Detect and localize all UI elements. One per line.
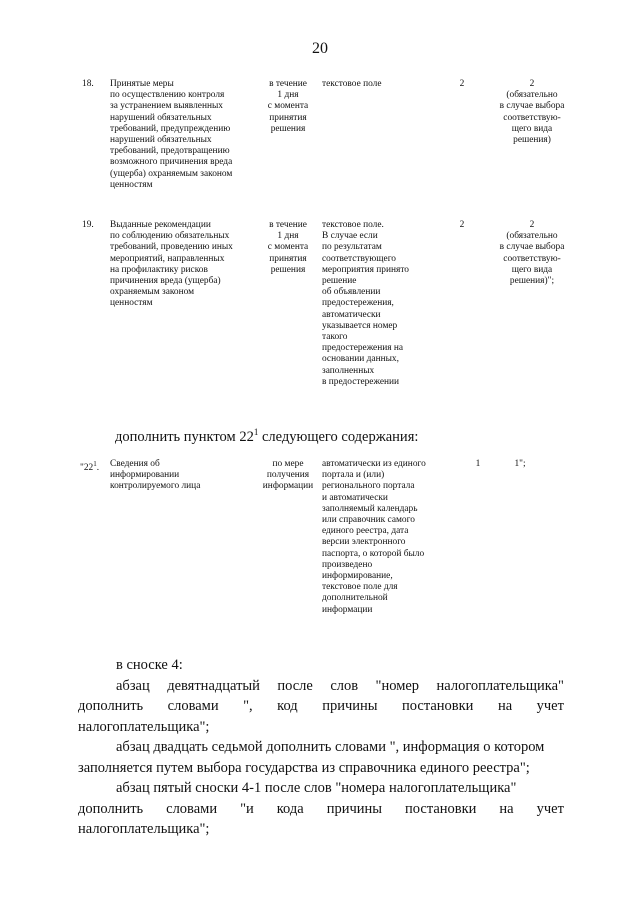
paragraph-3-line-3: налогоплательщика"; (78, 821, 210, 837)
text-line: по соблюдению обязательных (110, 231, 230, 242)
text-line: Выданные рекомендации (110, 220, 211, 230)
text-line: дополнительной (322, 593, 388, 604)
text-line: информирование, (322, 571, 393, 582)
heading-superscript: 1 (253, 427, 259, 437)
text-line: решение (322, 276, 357, 287)
row-term (258, 79, 318, 135)
text-line: соответствую- (503, 112, 561, 123)
word: учет (536, 800, 564, 817)
word: "номер (375, 677, 420, 694)
text-line: текстовое поле для (322, 582, 398, 593)
paragraph-2-line-2: заполняется путем выбора государства из справочника единого реестра"; (78, 759, 530, 776)
word: причины (326, 800, 383, 817)
text-line: предостережения, (322, 298, 394, 309)
paragraph-3-line-1: абзац пятый сноски 4-1 после слов "номера налогоплательщика" (116, 780, 517, 796)
text-line: мероприятия принято (322, 264, 409, 275)
word: слов (330, 677, 359, 694)
text-line: щего вида (511, 264, 553, 275)
footnote-amendments (78, 655, 564, 840)
text-line: автоматически из единого (322, 459, 426, 469)
text-line: соответствующего (322, 253, 396, 264)
text-line: решения (270, 264, 306, 275)
text-line: 1"; (514, 459, 526, 469)
text-line: такого (322, 332, 348, 343)
text-line: на профилактику рисков (110, 264, 208, 275)
text-line: причинения вреда (ущерба) (110, 276, 221, 287)
row-source (322, 459, 434, 616)
text-line: в случае выбора (499, 242, 565, 253)
text-line: автоматически (322, 309, 381, 320)
text-line: информации (322, 604, 373, 615)
word: налогоплательщика" (436, 677, 564, 694)
text-line: или справочник самого (322, 515, 415, 526)
text-line: охраняемым законом (110, 287, 195, 298)
row-number: 18. (82, 79, 94, 89)
text-line: требований, проведению иных (110, 242, 233, 253)
text-line: указывается номер (322, 320, 398, 331)
text-line: (ущерба) охраняемым законом (110, 168, 233, 179)
word: кода (276, 800, 304, 817)
text-line: с момента (267, 242, 309, 253)
word: код (277, 698, 298, 714)
text-line: в случае выбора (499, 101, 565, 112)
text-line: заполненных (322, 365, 375, 376)
text-line: версии электронного (322, 537, 406, 548)
row-source (322, 220, 434, 388)
word: причины (322, 698, 378, 714)
text-line: нарушений обязательных (110, 135, 212, 146)
text-line: заполняемый календарь (322, 503, 418, 514)
text-line: принятия (269, 253, 307, 264)
text-line: контролируемого лица (110, 481, 201, 492)
row-number-before: "22 (80, 463, 94, 474)
text-line: единого реестра, дата (322, 526, 409, 537)
row-col-a: 1 (475, 459, 481, 469)
text-line: об объявлении (322, 287, 381, 298)
word: словами (167, 698, 219, 714)
text-line: 2 (529, 220, 535, 230)
word: абзац (116, 677, 150, 694)
text-line: возможного причинения вреда (110, 157, 233, 168)
row-name (110, 459, 258, 493)
word: учет (536, 698, 564, 714)
text-line: произведено (322, 559, 373, 570)
text-line: получения (266, 470, 310, 481)
text-line: по мере (272, 459, 304, 469)
text-line: (обязательно (506, 231, 558, 242)
heading-text-after: следующего содержания: (258, 428, 419, 445)
text-line: текстовое поле. (322, 220, 384, 230)
paragraph-1-line-1 (78, 676, 564, 697)
text-line: 2 (529, 79, 535, 89)
text-line: портала и (или) (322, 470, 385, 481)
word: ", (243, 698, 253, 714)
text-line: текстовое поле (322, 79, 382, 89)
text-line: соответствую- (503, 253, 561, 264)
row-number-superscript: 1 (93, 460, 97, 468)
text-line: информации (262, 481, 314, 492)
row-col-b (482, 459, 558, 470)
text-line: 1 дня (277, 90, 299, 101)
page-number: 20 (312, 40, 328, 57)
word: дополнить (78, 800, 144, 817)
text-line: Принятые меры (110, 79, 174, 89)
word: постановки (402, 698, 474, 714)
text-line: требований, предупреждению (110, 123, 231, 134)
text-line: решения) (513, 135, 551, 146)
word: на (497, 698, 513, 714)
text-line: мероприятий, направленных (110, 253, 225, 264)
word: на (499, 800, 514, 817)
text-line: и автоматически (322, 492, 388, 503)
row-source (322, 79, 434, 90)
text-line: основании данных, (322, 354, 399, 365)
text-line: ценностям (110, 179, 153, 190)
word: девятнадцатый (167, 677, 260, 694)
row-term (258, 459, 318, 493)
row-number (80, 459, 104, 474)
text-line: щего вида (511, 123, 553, 134)
row-col-a: 2 (459, 79, 465, 89)
text-line: требований, предотвращению (110, 146, 230, 157)
row-number: 19. (82, 220, 94, 230)
text-line: предостережения на (322, 343, 404, 354)
text-line: с момента (267, 101, 309, 112)
text-line: Сведения об (110, 459, 160, 469)
text-line: в предостережении (322, 376, 400, 387)
text-line: по результатам (322, 242, 382, 253)
text-line: в течение (269, 220, 307, 230)
heading-text-before: дополнить пунктом 22 (115, 428, 254, 445)
paragraph-1-line-2 (78, 696, 564, 717)
row-col-b (482, 220, 582, 287)
text-line: принятия (269, 112, 307, 123)
row-name (110, 79, 258, 191)
text-line: в течение (269, 79, 307, 89)
text-line: ценностям (110, 298, 153, 309)
paragraph-1-line-3: налогоплательщика"; (78, 718, 210, 735)
text-line: решения)"; (509, 276, 555, 287)
word: словами (166, 800, 218, 817)
paragraph-2-line-1: абзац двадцать седьмой дополнить словами ", информация о котором (116, 739, 545, 755)
text-line: паспорта, о которой было (322, 548, 425, 559)
text-line: по осуществлению контроля (110, 90, 225, 101)
row-number-after: . (96, 463, 100, 474)
text-line: за устранением выявленных (110, 101, 223, 112)
amendment-heading (115, 427, 418, 446)
row-term (258, 220, 318, 276)
paragraph-3-line-2 (78, 799, 564, 820)
row-col-b (482, 79, 582, 146)
row-col-a: 2 (459, 220, 465, 230)
text-line: В случае если (322, 231, 378, 242)
row-name (110, 220, 258, 310)
text-line: информировании (110, 470, 180, 481)
footnote4-intro: в сноске 4: (116, 657, 183, 673)
text-line: (обязательно (506, 90, 558, 101)
text-line: нарушений обязательных (110, 112, 212, 123)
word: после (277, 677, 313, 694)
text-line: решения (270, 123, 306, 134)
word: постановки (405, 800, 477, 817)
text-line: 1 дня (277, 231, 299, 242)
text-line: регионального портала (322, 481, 415, 492)
word: дополнить (78, 698, 144, 714)
word: "и (240, 800, 254, 817)
